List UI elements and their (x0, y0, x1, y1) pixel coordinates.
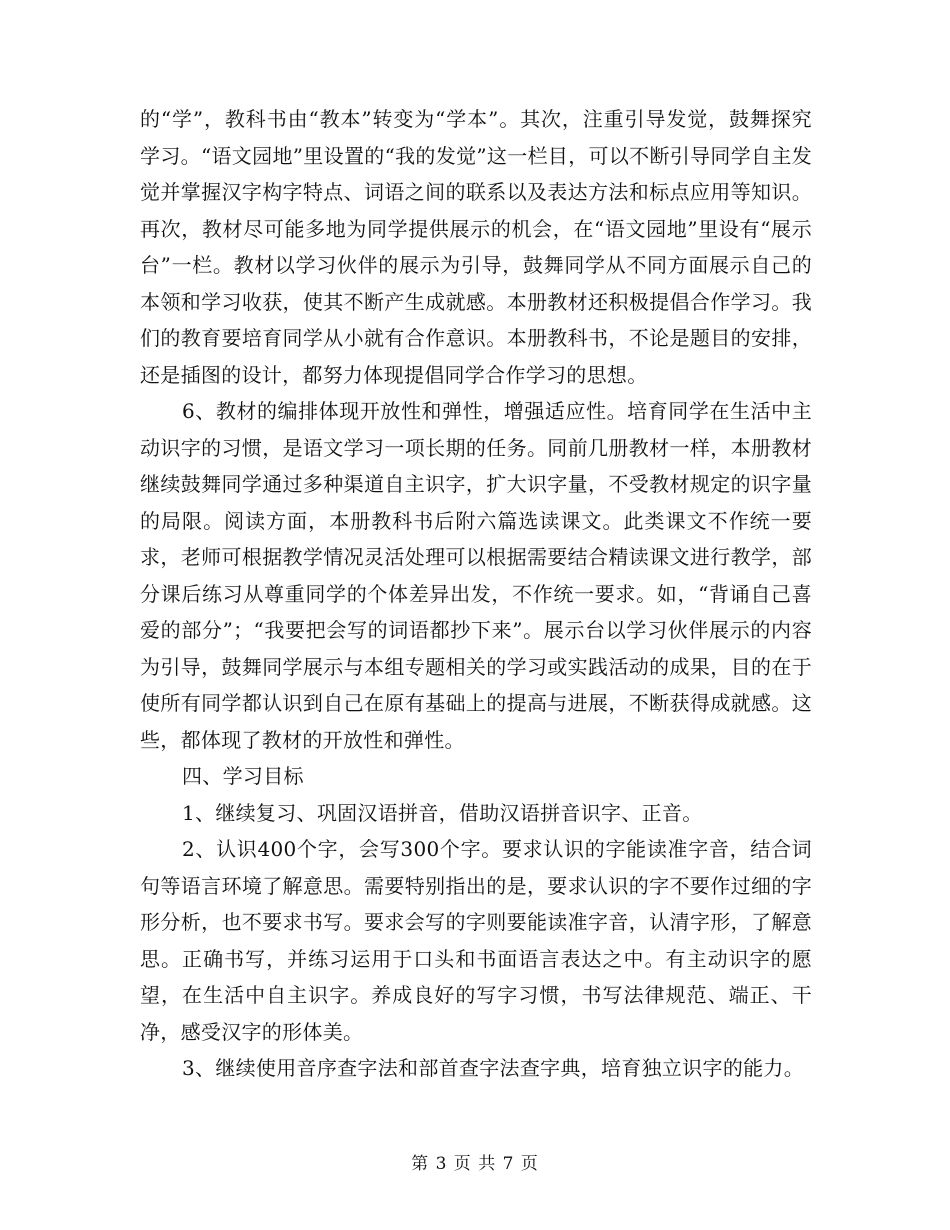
goal-item-1: 1、继续复习、巩固汉语拼音，借助汉语拼音识字、正音。 (182, 800, 703, 825)
paragraph-continued: 的“学”，教科书由“教本”转变为“学本”。其次，注重引导发觉，鼓舞探究学习。“语文园地”里设置的“我的发觉”这一栏目，可以不断引导同学自主发觉并掌握汉字构字特点、词语之间的联系以及表达方法和标点应用等知识。再次，教材尽可能多地为同学提供展示的机会，在“语文园地”里设有“展示台”一栏。教材以学习伙伴的展示为引导，鼓舞同学从不同方面展示自己的本领和学习收获，使其不断产生成就感。本册教材还积极提倡合作学习。我们的教育要培育同学从小就有合作意识。本册教科书，不论是题目的安排，还是插图的设计，都努力体现提倡同学合作学习的思想。 (140, 107, 812, 387)
document-body (140, 101, 812, 1087)
goal-item-3: 3、继续使用音序查字法和部首查字法查字典，培育独立识字的能力。 (182, 1056, 805, 1080)
paragraph-item-6: 6、教材的编排体现开放性和弹性，增强适应性。培育同学在生活中主动识字的习惯，是语文学习一项长期的任务。同前几册教材一样，本册教材继续鼓舞同学通过多种渠道自主识字，扩大识字量，不受教材规定的识字量的局限。阅读方面，本册教科书后附六篇选读课文。此类课文不作统一要求，老师可根据教学情况灵活处理可以根据需要结合精读课文进行教学，部分课后练习从尊重同学的个体差异出发，不作统一要求。如，“背诵自己喜爱的部分”；“我要把会写的词语都抄下来”。展示台以学习伙伴展示的内容为引导，鼓舞同学展示与本组专题相关的学习或实践活动的成果，目的在于使所有同学都认识到自己在原有基础上的提高与进展，不断获得成就感。这些，都体现了教材的开放性和弹性。 (140, 399, 812, 752)
section-heading-learning-goals: 四、学习目标 (182, 764, 304, 788)
page-number-footer: 第 3 页 共 7 页 (411, 1154, 539, 1174)
goal-item-2: 2、认识400个字，会写300个字。要求认识的字能读准字音，结合词句等语言环境了解意思。需要特别指出的是，要求认识的字不要作过细的字形分析，也不要求书写。要求会写的字则要能读准字音，认清字形，了解意思。正确书写，并练习运用于口头和书面语言表达之中。有主动识字的愿望，在生活中自主识字。养成良好的写字习惯，书写法律规范、端正、干净，感受汉字的形体美。 (140, 837, 812, 1044)
